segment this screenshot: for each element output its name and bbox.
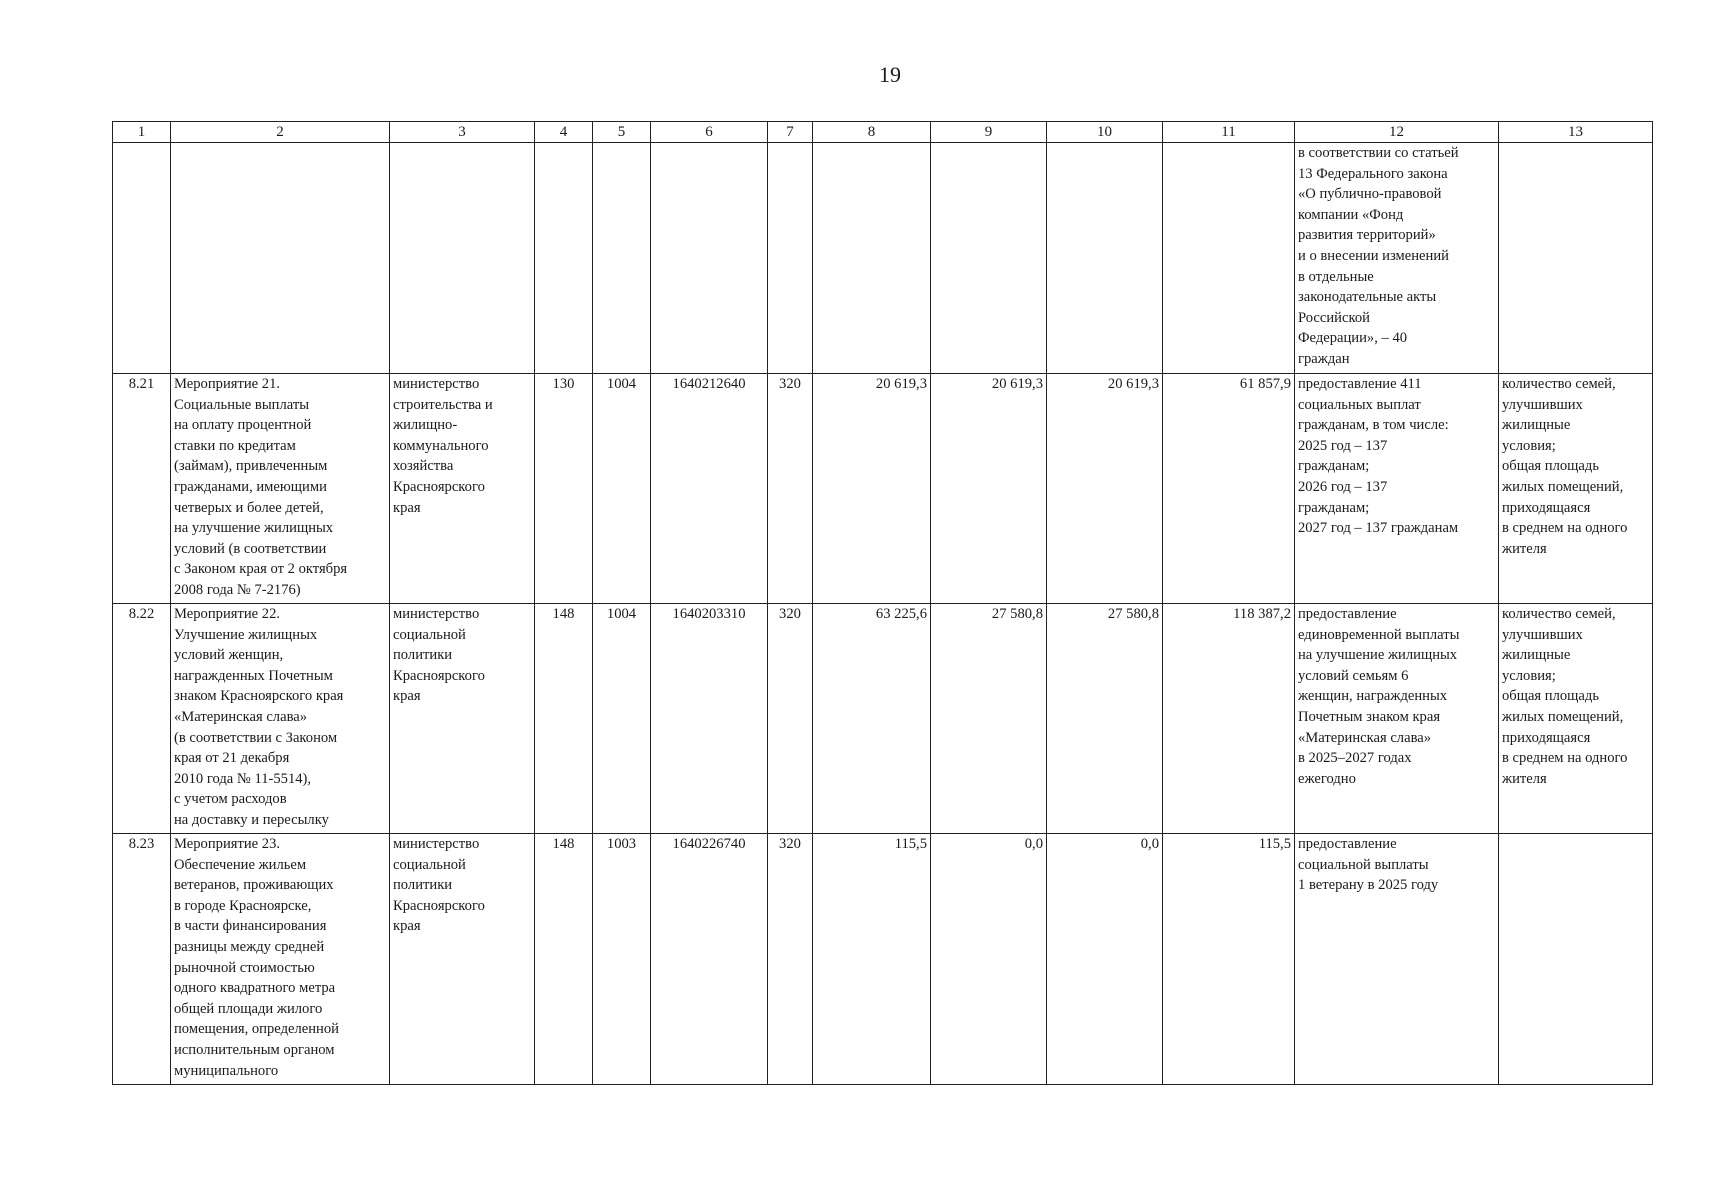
header-col-9: 9 <box>931 122 1047 143</box>
indicator-description <box>1499 834 1653 1085</box>
amount-col-10: 0,0 <box>1047 834 1163 1085</box>
expense-type-code: 320 <box>768 834 813 1085</box>
row-number: 8.23 <box>113 834 171 1085</box>
table-row-continuation <box>113 143 1653 374</box>
table-cell <box>171 143 390 374</box>
result-description: предоставление 411 социальных выплат гражданам, в том числе: 2025 год – 137 гражданам; 2026 год – 137 гражданам; 2027 год – 137 гражданам <box>1295 374 1499 604</box>
measure-name: Мероприятие 23. Обеспечение жильем ветеранов, проживающих в городе Красноярске, в части финансирования разницы между средней рыночной стоимостью одного квадратного метра общей площади жилого помещения, определенной исполнительным органом муниципального <box>171 834 390 1085</box>
measure-name: Мероприятие 22. Улучшение жилищных условий женщин, награжденных Почетным знаком Красноярского края «Материнская слава» (в соответствии с Законом края от 21 декабря 2010 года № 11-5514), с учетом расходов на доставку и пересылку <box>171 604 390 834</box>
header-col-8: 8 <box>813 122 931 143</box>
target-article-code: 1640212640 <box>651 374 768 604</box>
section-code: 1004 <box>593 374 651 604</box>
table-cell <box>390 143 535 374</box>
table-cell <box>931 143 1047 374</box>
header-col-6: 6 <box>651 122 768 143</box>
header-col-2: 2 <box>171 122 390 143</box>
table-cell <box>1163 143 1295 374</box>
budget-table <box>112 121 1653 1085</box>
amount-col-8: 63 225,6 <box>813 604 931 834</box>
table-row <box>113 834 1653 1085</box>
amount-col-9: 20 619,3 <box>931 374 1047 604</box>
amount-total: 61 857,9 <box>1163 374 1295 604</box>
indicator-description: количество семей, улучшивших жилищные условия; общая площадь жилых помещений, приходящаяся в среднем на одного жителя <box>1499 374 1653 604</box>
section-code: 1004 <box>593 604 651 834</box>
row-number: 8.22 <box>113 604 171 834</box>
amount-col-8: 20 619,3 <box>813 374 931 604</box>
header-col-13: 13 <box>1499 122 1653 143</box>
table-row <box>113 604 1653 834</box>
header-row <box>113 122 1653 143</box>
grbs-code: 148 <box>535 604 593 834</box>
grbs-code: 148 <box>535 834 593 1085</box>
table-cell <box>1047 143 1163 374</box>
target-article-code: 1640203310 <box>651 604 768 834</box>
responsible-body: министерство строительства и жилищно- коммунального хозяйства Красноярского края <box>390 374 535 604</box>
table-header <box>113 122 1653 143</box>
header-col-4: 4 <box>535 122 593 143</box>
table-cell <box>768 143 813 374</box>
amount-col-10: 20 619,3 <box>1047 374 1163 604</box>
header-col-1: 1 <box>113 122 171 143</box>
responsible-body: министерство социальной политики Красноярского края <box>390 834 535 1085</box>
amount-total: 118 387,2 <box>1163 604 1295 834</box>
expense-type-code: 320 <box>768 374 813 604</box>
grbs-code: 130 <box>535 374 593 604</box>
amount-col-10: 27 580,8 <box>1047 604 1163 834</box>
result-description: в соответствии со статьей 13 Федерального закона «О публично-правовой компании «Фонд развития территорий» и о внесении изменений в отдельные законодательные акты Российской Федерации», – 40 граждан <box>1295 143 1499 374</box>
section-code: 1003 <box>593 834 651 1085</box>
header-col-11: 11 <box>1163 122 1295 143</box>
amount-col-9: 27 580,8 <box>931 604 1047 834</box>
expense-type-code: 320 <box>768 604 813 834</box>
indicator-description: количество семей, улучшивших жилищные условия; общая площадь жилых помещений, приходящаяся в среднем на одного жителя <box>1499 604 1653 834</box>
amount-col-9: 0,0 <box>931 834 1047 1085</box>
page-number: 19 <box>879 62 901 87</box>
table-cell <box>651 143 768 374</box>
result-description: предоставление социальной выплаты 1 ветерану в 2025 году <box>1295 834 1499 1085</box>
table-cell <box>535 143 593 374</box>
amount-total: 115,5 <box>1163 834 1295 1085</box>
amount-col-8: 115,5 <box>813 834 931 1085</box>
target-article-code: 1640226740 <box>651 834 768 1085</box>
table-cell <box>593 143 651 374</box>
responsible-body: министерство социальной политики Красноярского края <box>390 604 535 834</box>
table-row <box>113 374 1653 604</box>
header-col-10: 10 <box>1047 122 1163 143</box>
table-cell <box>1499 143 1653 374</box>
measure-name: Мероприятие 21. Социальные выплаты на оплату процентной ставки по кредитам (займам), привлеченным гражданами, имеющими четверых и более детей, на улучшение жилищных условий (в соответствии с Законом края от 2 октября 2008 года № 7-2176) <box>171 374 390 604</box>
header-col-3: 3 <box>390 122 535 143</box>
header-col-5: 5 <box>593 122 651 143</box>
table-cell <box>813 143 931 374</box>
row-number: 8.21 <box>113 374 171 604</box>
table-cell <box>113 143 171 374</box>
result-description: предоставление единовременной выплаты на улучшение жилищных условий семьям 6 женщин, награжденных Почетным знаком края «Материнская слава» в 2025–2027 годах ежегодно <box>1295 604 1499 834</box>
header-col-12: 12 <box>1295 122 1499 143</box>
header-col-7: 7 <box>768 122 813 143</box>
